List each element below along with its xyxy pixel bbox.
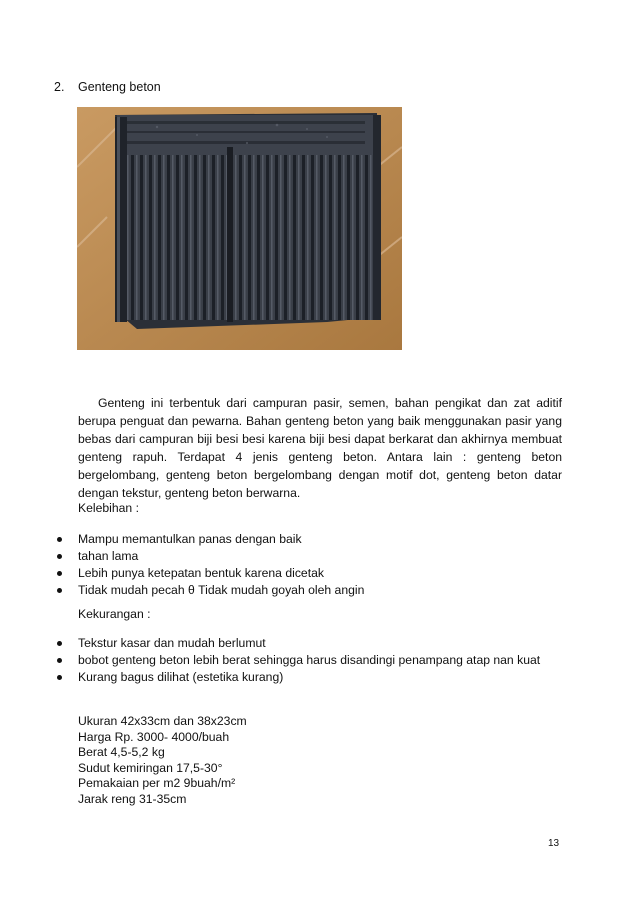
specifications-block xyxy=(78,714,247,808)
spec-line: Ukuran 42x33cm dan 38x23cm xyxy=(78,714,247,728)
list-item: tahan lama xyxy=(55,549,563,564)
bullet-icon xyxy=(57,658,62,663)
bullet-icon xyxy=(57,554,62,559)
section-number: 2. xyxy=(54,80,65,94)
list-item: Tekstur kasar dan mudah berlumut xyxy=(55,636,563,651)
bullet-icon xyxy=(57,537,62,542)
description-paragraph xyxy=(78,394,562,502)
spec-line: Harga Rp. 3000- 4000/buah xyxy=(78,729,230,744)
section-heading xyxy=(54,80,161,94)
disadvantages-label: Kekurangan : xyxy=(78,607,151,621)
bullet-icon xyxy=(57,675,62,680)
spec-line: Berat 4,5-5,2 kg xyxy=(78,745,165,760)
list-item: bobot genteng beton lebih berat sehingga harus disandingi penampang atap nan kuat xyxy=(55,653,563,668)
concrete-roof-tile-photo xyxy=(77,107,402,350)
list-item: Mampu memantulkan panas dengan baik xyxy=(55,532,563,547)
advantages-label: Kelebihan : xyxy=(78,501,139,515)
section-title: Genteng beton xyxy=(78,80,161,94)
spec-line: Pemakaian per m2 9buah/m² xyxy=(78,776,236,791)
bullet-icon xyxy=(57,588,62,593)
list-item: Lebih punya ketepatan bentuk karena dicetak xyxy=(55,566,563,581)
disadvantages-list xyxy=(55,636,563,687)
page-number: 13 xyxy=(548,838,560,849)
description-text: Genteng ini terbentuk dari campuran pasir, semen, bahan pengikat dan zat aditif berupa penguat dan pewarna. Bahan genteng beton yang baik menggunakan pasir yang bebas dari campuran biji besi besi karena biji besi dapat berkarat dan akhirnya membuat genteng rapuh. Terdapat 4 jenis genteng beton. Antara lain : genteng beton bergelombang, genteng beton bergelombang dengan motif dot, genteng beton datar dengan tekstur, genteng beton berwarna. xyxy=(78,396,562,500)
spec-line: Sudut kemiringan 17,5-30° xyxy=(78,760,223,775)
advantages-list xyxy=(55,532,563,600)
spec-line: Jarak reng 31-35cm xyxy=(78,791,187,806)
bullet-icon xyxy=(57,571,62,576)
list-item: Tidak mudah pecah θ Tidak mudah goyah oleh angin xyxy=(55,583,563,598)
bullet-icon xyxy=(57,641,62,646)
list-item: Kurang bagus dilihat (estetika kurang) xyxy=(55,670,563,685)
